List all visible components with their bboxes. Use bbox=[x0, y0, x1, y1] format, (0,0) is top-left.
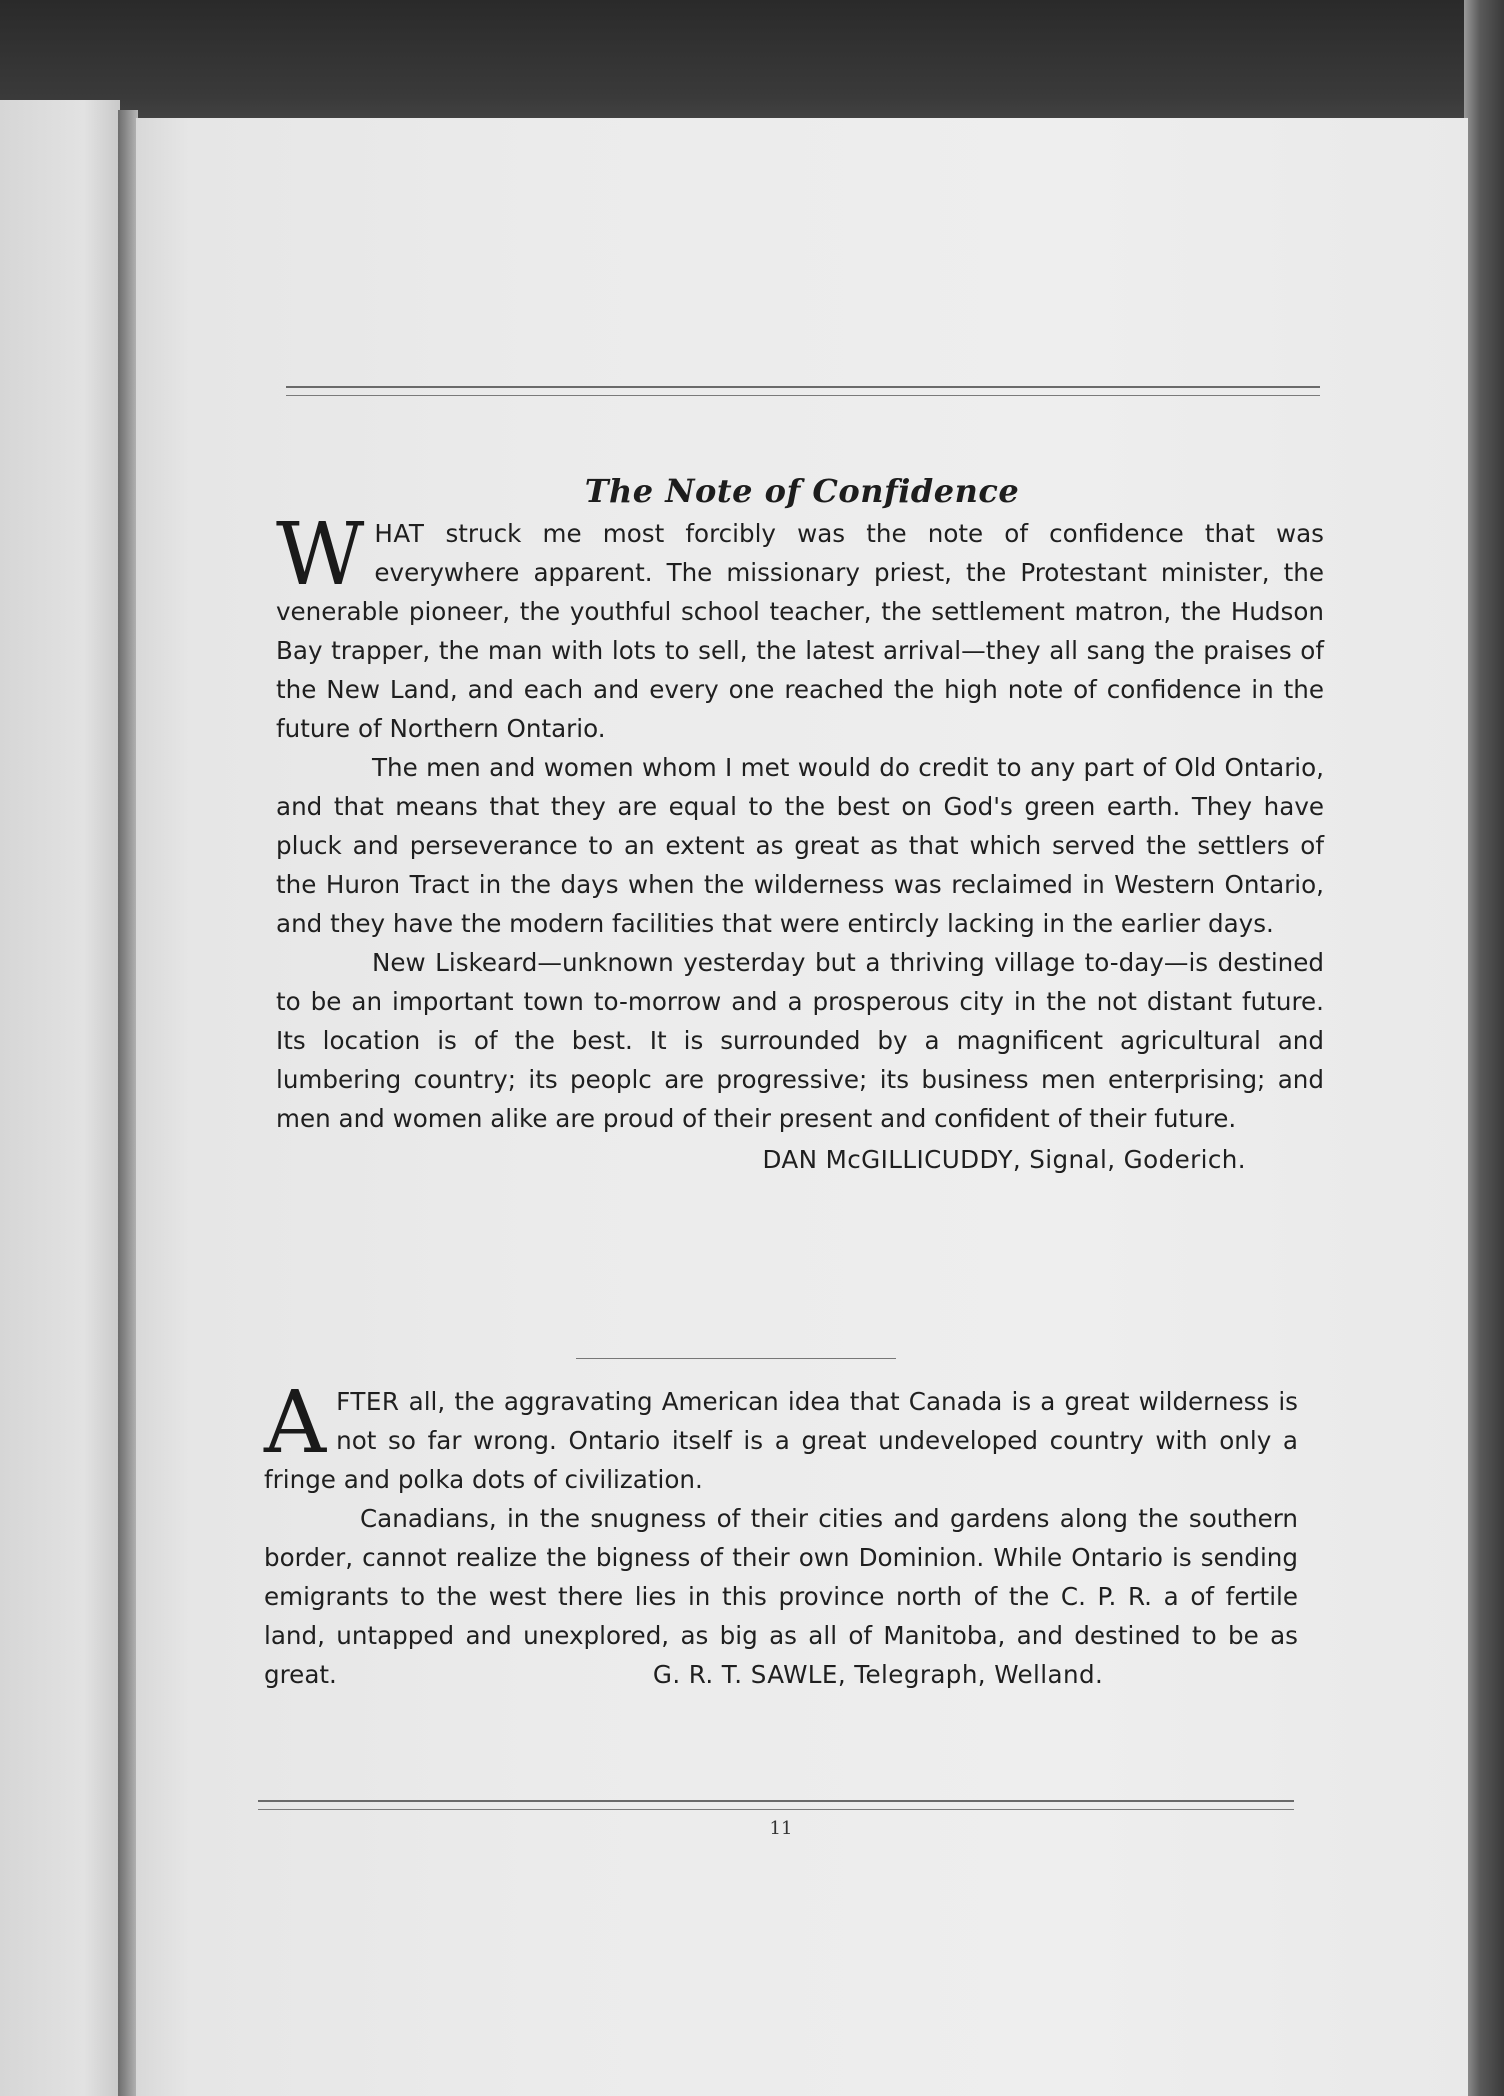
top-double-rule bbox=[286, 386, 1320, 396]
signature-mcgillicuddy: DAN McGILLICUDDY, Signal, Goderich. bbox=[762, 1145, 1246, 1174]
bottom-double-rule bbox=[258, 1800, 1294, 1810]
page-number: 11 bbox=[769, 1818, 793, 1839]
book-page bbox=[136, 118, 1468, 2096]
paragraph-1 bbox=[276, 505, 1324, 748]
lead-word: HAT bbox=[374, 519, 425, 548]
section-sawle bbox=[264, 1373, 1298, 1694]
signature-sawle: G. R. T. SAWLE, Telegraph, Welland. bbox=[652, 1660, 1104, 1689]
paragraph-4 bbox=[264, 1373, 1298, 1499]
paragraph-text: struck me most forcibly was the note of confidence that was everywhere apparent. The missionary priest, the Protestant minister, the venerable pioneer, the youthful school teacher, the settlement matron, the Hudson Bay trapper, the man with lots to sell, the latest arrival—they all sang the praises of the New Land, and each and every one reached the high note of confidence in the future of Northern Ontario. bbox=[276, 519, 1324, 743]
section-divider bbox=[576, 1358, 896, 1359]
paragraph-text: all, the aggravating American idea that Canada is a great wilderness is not so far wrong. Ontario itself is a great undeveloped country with only a fringe and polka dots of civilization. bbox=[264, 1387, 1298, 1494]
paragraph-3: New Liskeard—unknown yesterday but a thriving village to-day—is destined to be an important town to-morrow and a prosperous city in the not distant future. Its location is of the best. It is surrounded by a magnificent agricultural and lumbering country; its peoplc are progressive; its business men enterprising; and men and women alike are proud of their present and confident of their future. bbox=[276, 948, 1324, 1133]
paragraph-text: Canadians, in the snugness of their cities and gardens along the southern border, cannot realize the bigness of their own Dominion. While Ontario is sending emigrants to the west there lies in this province north of the C. P. R. a of fertile land, untapped and unexplored, as big as all of Manitoba, and destined to be as great. bbox=[264, 1504, 1298, 1689]
article-title: The Note of Confidence bbox=[584, 472, 1020, 510]
left-page-edge bbox=[0, 100, 120, 2096]
section-mcgillicuddy bbox=[276, 505, 1324, 1179]
book-binding bbox=[118, 110, 138, 2096]
drop-cap: A bbox=[264, 1373, 327, 1473]
paragraph-5 bbox=[264, 1499, 1298, 1694]
scanner-background-right bbox=[1464, 0, 1504, 2096]
drop-cap: W bbox=[276, 505, 365, 605]
paragraph-2: The men and women whom I met would do credit to any part of Old Ontario, and that means that they are equal to the best on God's green earth. They have pluck and perseverance to an extent as great as that which served the settlers of the Huron Tract in the days when the wilderness was reclaimed in Western Ontario, and they have the modern facilities that were entircly lacking in the earlier days. bbox=[276, 753, 1324, 938]
lead-word: FTER bbox=[336, 1387, 400, 1416]
